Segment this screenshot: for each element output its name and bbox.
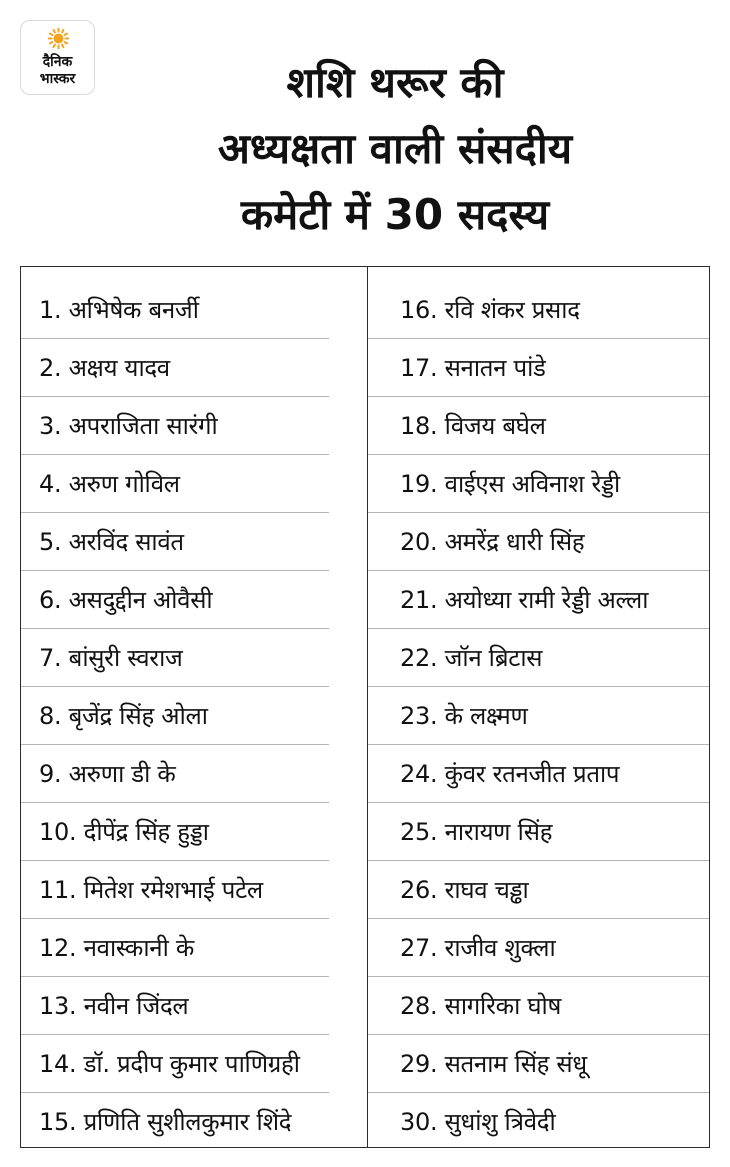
member-row: 10. दीपेंद्र सिंह हुड्डा — [21, 803, 329, 861]
member-row: 4. अरुण गोविल — [21, 455, 329, 513]
member-row: 11. मितेश रमेशभाई पटेल — [21, 861, 329, 919]
member-row: 25. नारायण सिंह — [368, 803, 709, 861]
members-column-left — [21, 267, 367, 1147]
member-row: 30. सुधांशु त्रिवेदी — [400, 1108, 556, 1136]
member-row: 15. प्रणिति सुशीलकुमार शिंदे — [39, 1108, 292, 1136]
member-row: 8. बृजेंद्र सिंह ओला — [21, 687, 329, 745]
members-column-right — [367, 267, 709, 1147]
title-line: अध्यक्षता वाली संसदीय — [217, 124, 573, 173]
member-row: 16. रवि शंकर प्रसाद — [368, 281, 709, 339]
member-row: 20. अमरेंद्र धारी सिंह — [368, 513, 709, 571]
title-line: कमेटी में 30 सदस्य — [240, 190, 550, 239]
member-row: 17. सनातन पांडे — [368, 339, 709, 397]
logo-text-line1: दैनिक — [42, 54, 73, 70]
member-row: 9. अरुणा डी के — [21, 745, 329, 803]
member-row: 7. बांसुरी स्वराज — [21, 629, 329, 687]
title-line: शशि थरूर की — [286, 58, 504, 107]
member-row: 28. सागरिका घोष — [368, 977, 709, 1035]
sun-icon — [48, 28, 69, 49]
member-row: 6. असदुद्दीन ओवैसी — [21, 571, 329, 629]
member-row: 1. अभिषेक बनर्जी — [21, 281, 329, 339]
member-row: 14. डॉ. प्रदीप कुमार पाणिग्रही — [21, 1035, 329, 1093]
member-row: 18. विजय बघेल — [368, 397, 709, 455]
member-row: 22. जॉन ब्रिटास — [368, 629, 709, 687]
member-row: 24. कुंवर रतनजीत प्रताप — [368, 745, 709, 803]
dainik-bhaskar-logo — [20, 20, 95, 95]
member-row: 26. राघव चड्ढा — [368, 861, 709, 919]
member-row: 5. अरविंद सावंत — [21, 513, 329, 571]
member-row: 23. के लक्ष्मण — [368, 687, 709, 745]
member-row: 27. राजीव शुक्ला — [368, 919, 709, 977]
members-table — [20, 266, 710, 1148]
member-row: 13. नवीन जिंदल — [21, 977, 329, 1035]
member-row: 2. अक्षय यादव — [21, 339, 329, 397]
page-title — [100, 50, 690, 248]
member-row: 19. वाईएस अविनाश रेड्डी — [368, 455, 709, 513]
member-row: 21. अयोध्या रामी रेड्डी अल्ला — [368, 571, 709, 629]
member-row: 12. नवास्कानी के — [21, 919, 329, 977]
member-row: 29. सतनाम सिंह संधू — [368, 1035, 709, 1093]
logo-text-line2: भास्कर — [39, 71, 76, 87]
member-row: 3. अपराजिता सारंगी — [21, 397, 329, 455]
